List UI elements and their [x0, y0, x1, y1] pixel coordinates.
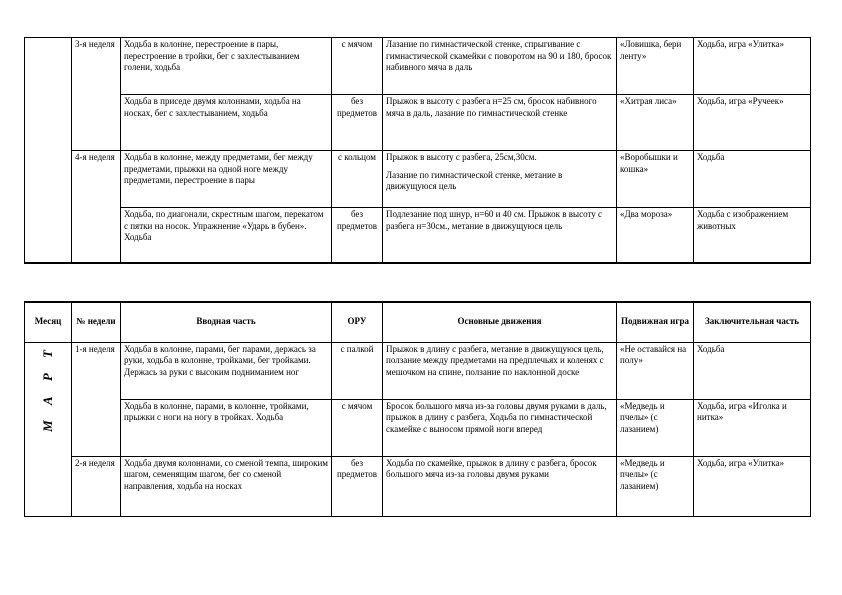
oru-cell: без предметов [332, 95, 383, 151]
oru-cell: без предметов [332, 456, 383, 516]
table-row [25, 208, 811, 263]
week-cell: 3-я неделя [72, 38, 121, 151]
table-row [25, 38, 811, 95]
game-cell: «Медведь и пчелы» (с лазанием) [617, 456, 694, 516]
game-cell: «Воробышки и кошка» [617, 151, 694, 208]
header-game: Подвижная игра [617, 302, 694, 342]
table-row [25, 399, 811, 456]
oru-cell: без предметов [332, 208, 383, 263]
week-cell: 4-я неделя [72, 151, 121, 263]
intro-cell: Ходьба в колонне, перестроение в пары, перестроение в тройки, бег с захлестыванием голени, ходьба [121, 38, 332, 95]
week-cell: 1-я неделя [72, 342, 121, 456]
schedule-table-top [24, 37, 811, 264]
final-cell: Ходьба, игра «Улитка» [694, 38, 811, 95]
intro-cell: Ходьба, по диагонали, скрестным шагом, перекатом с пятки на носок. Упражнение «Ударь в бубен». Ходьба [121, 208, 332, 263]
movements-line: Прыжок в высоту с разбега, 25см,30см. [386, 152, 537, 162]
final-cell: Ходьба, игра «Ручеек» [694, 95, 811, 151]
week-cell: 2-я неделя [72, 456, 121, 516]
game-cell: «Не оставайся на полу» [617, 342, 694, 399]
movements-cell: Лазание по гимнастической стенке, спрыгивание с гимнастической скамейки с поворотом на 90 и 180, бросок набивного мяча в даль [383, 38, 617, 95]
header-movements: Основные движения [383, 302, 617, 342]
game-cell: «Два мороза» [617, 208, 694, 263]
movements-cell: Прыжок в высоту с разбега н=25 см, бросок набивного мяча в даль, лазание по гимнастической стенке [383, 95, 617, 151]
oru-cell: с палкой [332, 342, 383, 399]
final-cell: Ходьба, игра «Иголка и нитка» [694, 399, 811, 456]
movements-cell: Бросок большого мяча из-за головы двумя руками в даль, прыжок в длину с разбега, Ходьба по гимнастической скамейке с выносом прямой ноги вперед [383, 399, 617, 456]
schedule-table-march [24, 301, 811, 517]
movements-cell: Прыжок в длину с разбега, метание в движущуюся цель, ползание между предметами на предплечьях и коленях с мешочком на спине, ползание по наклонной доске [383, 342, 617, 399]
table-row [25, 342, 811, 399]
table-row [25, 95, 811, 151]
month-cell [25, 38, 72, 263]
header-intro: Вводная часть [121, 302, 332, 342]
movements-cell: Подлезание под шнур, н=60 и 40 см. Прыжок в высоту с разбега н=30см., метание в движущуюся цель [383, 208, 617, 263]
intro-cell: Ходьба в приседе двумя колоннами, ходьба на носках, бег с захлестыванием, ходьба [121, 95, 332, 151]
final-cell: Ходьба [694, 151, 811, 208]
intro-cell: Ходьба двумя колоннами, со сменой темпа, широким шагом, семенящим шагом, бег со сменой направления, ходьба на носках [121, 456, 332, 516]
table-row [25, 151, 811, 208]
game-cell: «Хитрая лиса» [617, 95, 694, 151]
intro-cell: Ходьба в колонне, парами, бег парами, держась за руки, ходьба в колонне, тройками, бег тройками. Держась за руки с высоким подниманием ног [121, 342, 332, 399]
header-week: № недели [72, 302, 121, 342]
game-cell: «Медведь и пчелы» (с лазанием) [617, 399, 694, 456]
final-cell: Ходьба с изображением животных [694, 208, 811, 263]
final-cell: Ходьба [694, 342, 811, 399]
oru-cell: с мячом [332, 399, 383, 456]
oru-cell: с кольцом [332, 151, 383, 208]
movements-line: Лазание по гимнастической стенке, метание в движущуюся цель [386, 169, 563, 192]
movements-cell: Ходьба по скамейке, прыжок в длину с разбега, бросок большого мяча из-за головы двумя руками [383, 456, 617, 516]
game-cell: «Ловишка, бери ленту» [617, 38, 694, 95]
intro-cell: Ходьба в колонне, парами, в колонне, тройками, прыжки с ноги на ногу в тройках. Ходьба [121, 399, 332, 456]
oru-cell: с мячом [332, 38, 383, 95]
header-month: Месяц [25, 302, 72, 342]
final-cell: Ходьба, игра «Улитка» [694, 456, 811, 516]
header-final: Заключительная часть [694, 302, 811, 342]
header-oru: ОРУ [332, 302, 383, 342]
intro-cell: Ходьба в колонне, между предметами, бег между предметами, прыжки на одной ноге между предметами, перестроение в пары [121, 151, 332, 208]
movements-cell [383, 151, 617, 208]
month-cell [25, 342, 72, 516]
month-label: М А Р Т [39, 343, 55, 432]
table-row [25, 456, 811, 516]
header-row [25, 302, 811, 342]
